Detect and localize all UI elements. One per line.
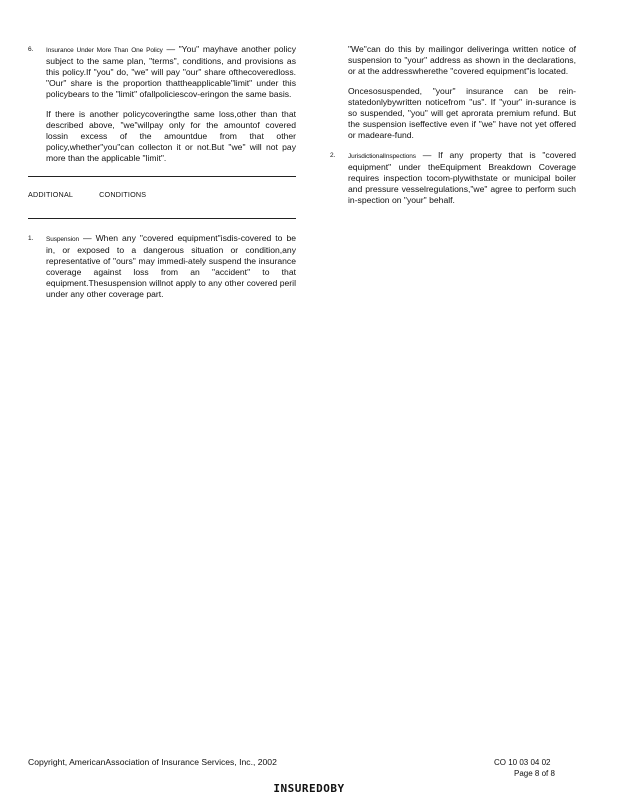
item-heading: JurisdictionalInspections — [348, 153, 416, 160]
item-text: — If any property that is "covered equipment" under theEquipment Breakdown Coverage requires inspection tocom-plywithstate or municipal boiler and pressure vesselregulations,"we" agree to perform such in-spection on "your" behalf. — [348, 150, 576, 205]
additional-conditions-section — [28, 176, 296, 219]
item-number: 1. — [28, 235, 34, 242]
item-paragraph-2: If there is another policycoveringthe same loss,other than that described above, "we"willpay only for the amountof covered lossin excess of the amountdue from that other policy,whether"you"can collecton it or not.But "we" will not pay more than the applicable "limit". — [46, 109, 296, 163]
item-text: — When any "covered equipment"isdis-covered to be in, or exposed to a dangerous situation or condition,any representative of "ours" may immedi-ately suspend the insurance coverage against loss from an "accident" to that equipment.Thesuspension willnot apply to any other covered peril under any other coverage part. — [46, 233, 296, 299]
right-column — [330, 44, 576, 215]
item-paragraph — [348, 150, 576, 206]
item-text: — "You" mayhave another policy subject to the same plan, "terms", conditions, and provisions as this policy.If "you" do, "we" will pay "our" share ofthecoveredloss. "Our" share is the proportion thattheapplicable"limit" under this policybears to the "limit" ofallpoliciescov-eringon the same basis. — [46, 44, 296, 99]
item-heading: Insurance Under More Than One Policy — [46, 47, 163, 54]
suspension-continuation — [330, 44, 576, 141]
form-code: CO 10 03 04 02 — [494, 758, 551, 767]
section-title — [28, 189, 296, 200]
item-number: 2. — [330, 152, 336, 159]
page-number: Page 8 of 8 — [514, 769, 555, 778]
item-insurance-more-than-one-policy — [28, 44, 296, 164]
continuation-paragraph-1: "We"can do this by mailingor deliveringa written notice of suspension to "your" address as shown in the declarations, or at the addresswherethe "covered equipment"is located. — [348, 44, 576, 76]
item-heading: Suspension — [46, 236, 79, 243]
left-column — [28, 44, 296, 309]
item-paragraph — [46, 44, 296, 100]
brand-watermark: INSUREDOBY — [273, 782, 345, 795]
continuation-paragraph-2: Oncesosuspended, "your" insurance can be rein-statedonlybywritten noticefrom "us". If "your" in-surance is so suspended, "you" will get aprorata premium refund. But the suspension iseffective even if "we" have not yet offered or madeare-fund. — [348, 86, 576, 140]
item-number: 6. — [28, 46, 34, 53]
section-rule-bottom — [28, 218, 296, 219]
item-jurisdictional-inspections — [330, 150, 576, 206]
copyright-notice: Copyright, AmericanAssociation of Insurance Services, Inc., 2002 — [28, 757, 277, 767]
section-title-word-1: ADDITIONAL — [28, 190, 74, 199]
section-rule-top — [28, 176, 296, 177]
section-title-word-2: CONDITIONS — [99, 190, 147, 199]
item-suspension — [28, 233, 296, 300]
item-paragraph — [46, 233, 296, 300]
